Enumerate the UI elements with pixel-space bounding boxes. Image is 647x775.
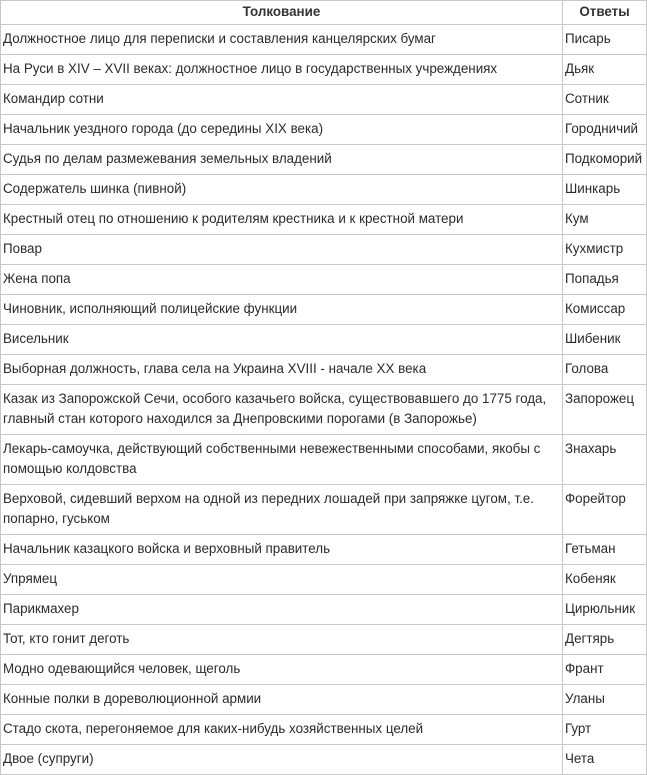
answer-cell: Запорожец bbox=[563, 385, 647, 435]
answer-cell: Шибеник bbox=[563, 325, 647, 355]
table-row bbox=[1, 175, 647, 205]
definition-cell: Судья по делам размежевания земельных владений bbox=[1, 145, 563, 175]
answer-cell: Сотник bbox=[563, 85, 647, 115]
definition-cell: Содержатель шинка (пивной) bbox=[1, 175, 563, 205]
definition-cell: Начальник уездного города (до середины XIX века) bbox=[1, 115, 563, 145]
definition-cell: Модно одевающийся человек, щеголь bbox=[1, 655, 563, 685]
answer-cell: Гетьман bbox=[563, 535, 647, 565]
table-row bbox=[1, 355, 647, 385]
table-row bbox=[1, 625, 647, 655]
table-row bbox=[1, 655, 647, 685]
definition-cell: Казак из Запорожской Сечи, особого казачьего войска, существовавшего до 1775 года, главный стан которого находился за Днепровскими порогами (в Запорожье) bbox=[1, 385, 563, 435]
answer-cell: Шинкарь bbox=[563, 175, 647, 205]
table-body bbox=[1, 25, 647, 775]
table-row bbox=[1, 685, 647, 715]
definition-cell: Упрямец bbox=[1, 565, 563, 595]
definition-cell: Повар bbox=[1, 235, 563, 265]
answer-cell: Кухмистр bbox=[563, 235, 647, 265]
answer-cell: Дьяк bbox=[563, 55, 647, 85]
table-row bbox=[1, 295, 647, 325]
table-row bbox=[1, 745, 647, 775]
answer-cell: Попадья bbox=[563, 265, 647, 295]
answer-cell: Комиссар bbox=[563, 295, 647, 325]
answer-cell: Писарь bbox=[563, 25, 647, 55]
definition-cell: Крестный отец по отношению к родителям крестника и к крестной матери bbox=[1, 205, 563, 235]
answer-cell: Форейтор bbox=[563, 485, 647, 535]
table-row bbox=[1, 595, 647, 625]
definition-cell: Двое (супруги) bbox=[1, 745, 563, 775]
answer-cell: Франт bbox=[563, 655, 647, 685]
table-row bbox=[1, 535, 647, 565]
answer-cell: Голова bbox=[563, 355, 647, 385]
definition-cell: Чиновник, исполняющий полицейские функции bbox=[1, 295, 563, 325]
definition-cell: Тот, кто гонит деготь bbox=[1, 625, 563, 655]
table-row bbox=[1, 145, 647, 175]
definition-cell: Верховой, сидевший верхом на одной из передних лошадей при запряжке цугом, т.е. попарно, гуськом bbox=[1, 485, 563, 535]
table-row bbox=[1, 55, 647, 85]
answer-cell: Гурт bbox=[563, 715, 647, 745]
definition-cell: Парикмахер bbox=[1, 595, 563, 625]
table-row bbox=[1, 235, 647, 265]
definition-cell: Конные полки в дореволюционной армии bbox=[1, 685, 563, 715]
header-answer: Ответы bbox=[563, 1, 647, 25]
table-row bbox=[1, 485, 647, 535]
table-header bbox=[1, 1, 647, 25]
definition-cell: Начальник казацкого войска и верховный правитель bbox=[1, 535, 563, 565]
table-row bbox=[1, 25, 647, 55]
header-row bbox=[1, 1, 647, 25]
definition-cell: Должностное лицо для переписки и составления канцелярских бумаг bbox=[1, 25, 563, 55]
answer-cell: Чета bbox=[563, 745, 647, 775]
table-row bbox=[1, 385, 647, 435]
table-row bbox=[1, 565, 647, 595]
answer-cell: Цирюльник bbox=[563, 595, 647, 625]
table-row bbox=[1, 325, 647, 355]
table-row bbox=[1, 85, 647, 115]
definition-cell: Выборная должность, глава села на Украина XVIII - начале XX века bbox=[1, 355, 563, 385]
table-row bbox=[1, 115, 647, 145]
answer-cell: Городничий bbox=[563, 115, 647, 145]
definition-cell: Жена попа bbox=[1, 265, 563, 295]
table-row bbox=[1, 715, 647, 745]
answer-cell: Знахарь bbox=[563, 435, 647, 485]
table-row bbox=[1, 205, 647, 235]
definition-cell: Висельник bbox=[1, 325, 563, 355]
definition-cell: На Руси в XIV – XVII веках: должностное лицо в государственных учреждениях bbox=[1, 55, 563, 85]
header-definition: Толкование bbox=[1, 1, 563, 25]
table-row bbox=[1, 435, 647, 485]
answer-cell: Уланы bbox=[563, 685, 647, 715]
table-row bbox=[1, 265, 647, 295]
answer-cell: Кум bbox=[563, 205, 647, 235]
definition-cell: Стадо скота, перегоняемое для каких-нибудь хозяйственных целей bbox=[1, 715, 563, 745]
definition-cell: Лекарь-самоучка, действующий собственными невежественными способами, якобы с помощью колдовства bbox=[1, 435, 563, 485]
definition-cell: Командир сотни bbox=[1, 85, 563, 115]
answer-cell: Кобеняк bbox=[563, 565, 647, 595]
answer-cell: Дегтярь bbox=[563, 625, 647, 655]
answer-cell: Подкоморий bbox=[563, 145, 647, 175]
